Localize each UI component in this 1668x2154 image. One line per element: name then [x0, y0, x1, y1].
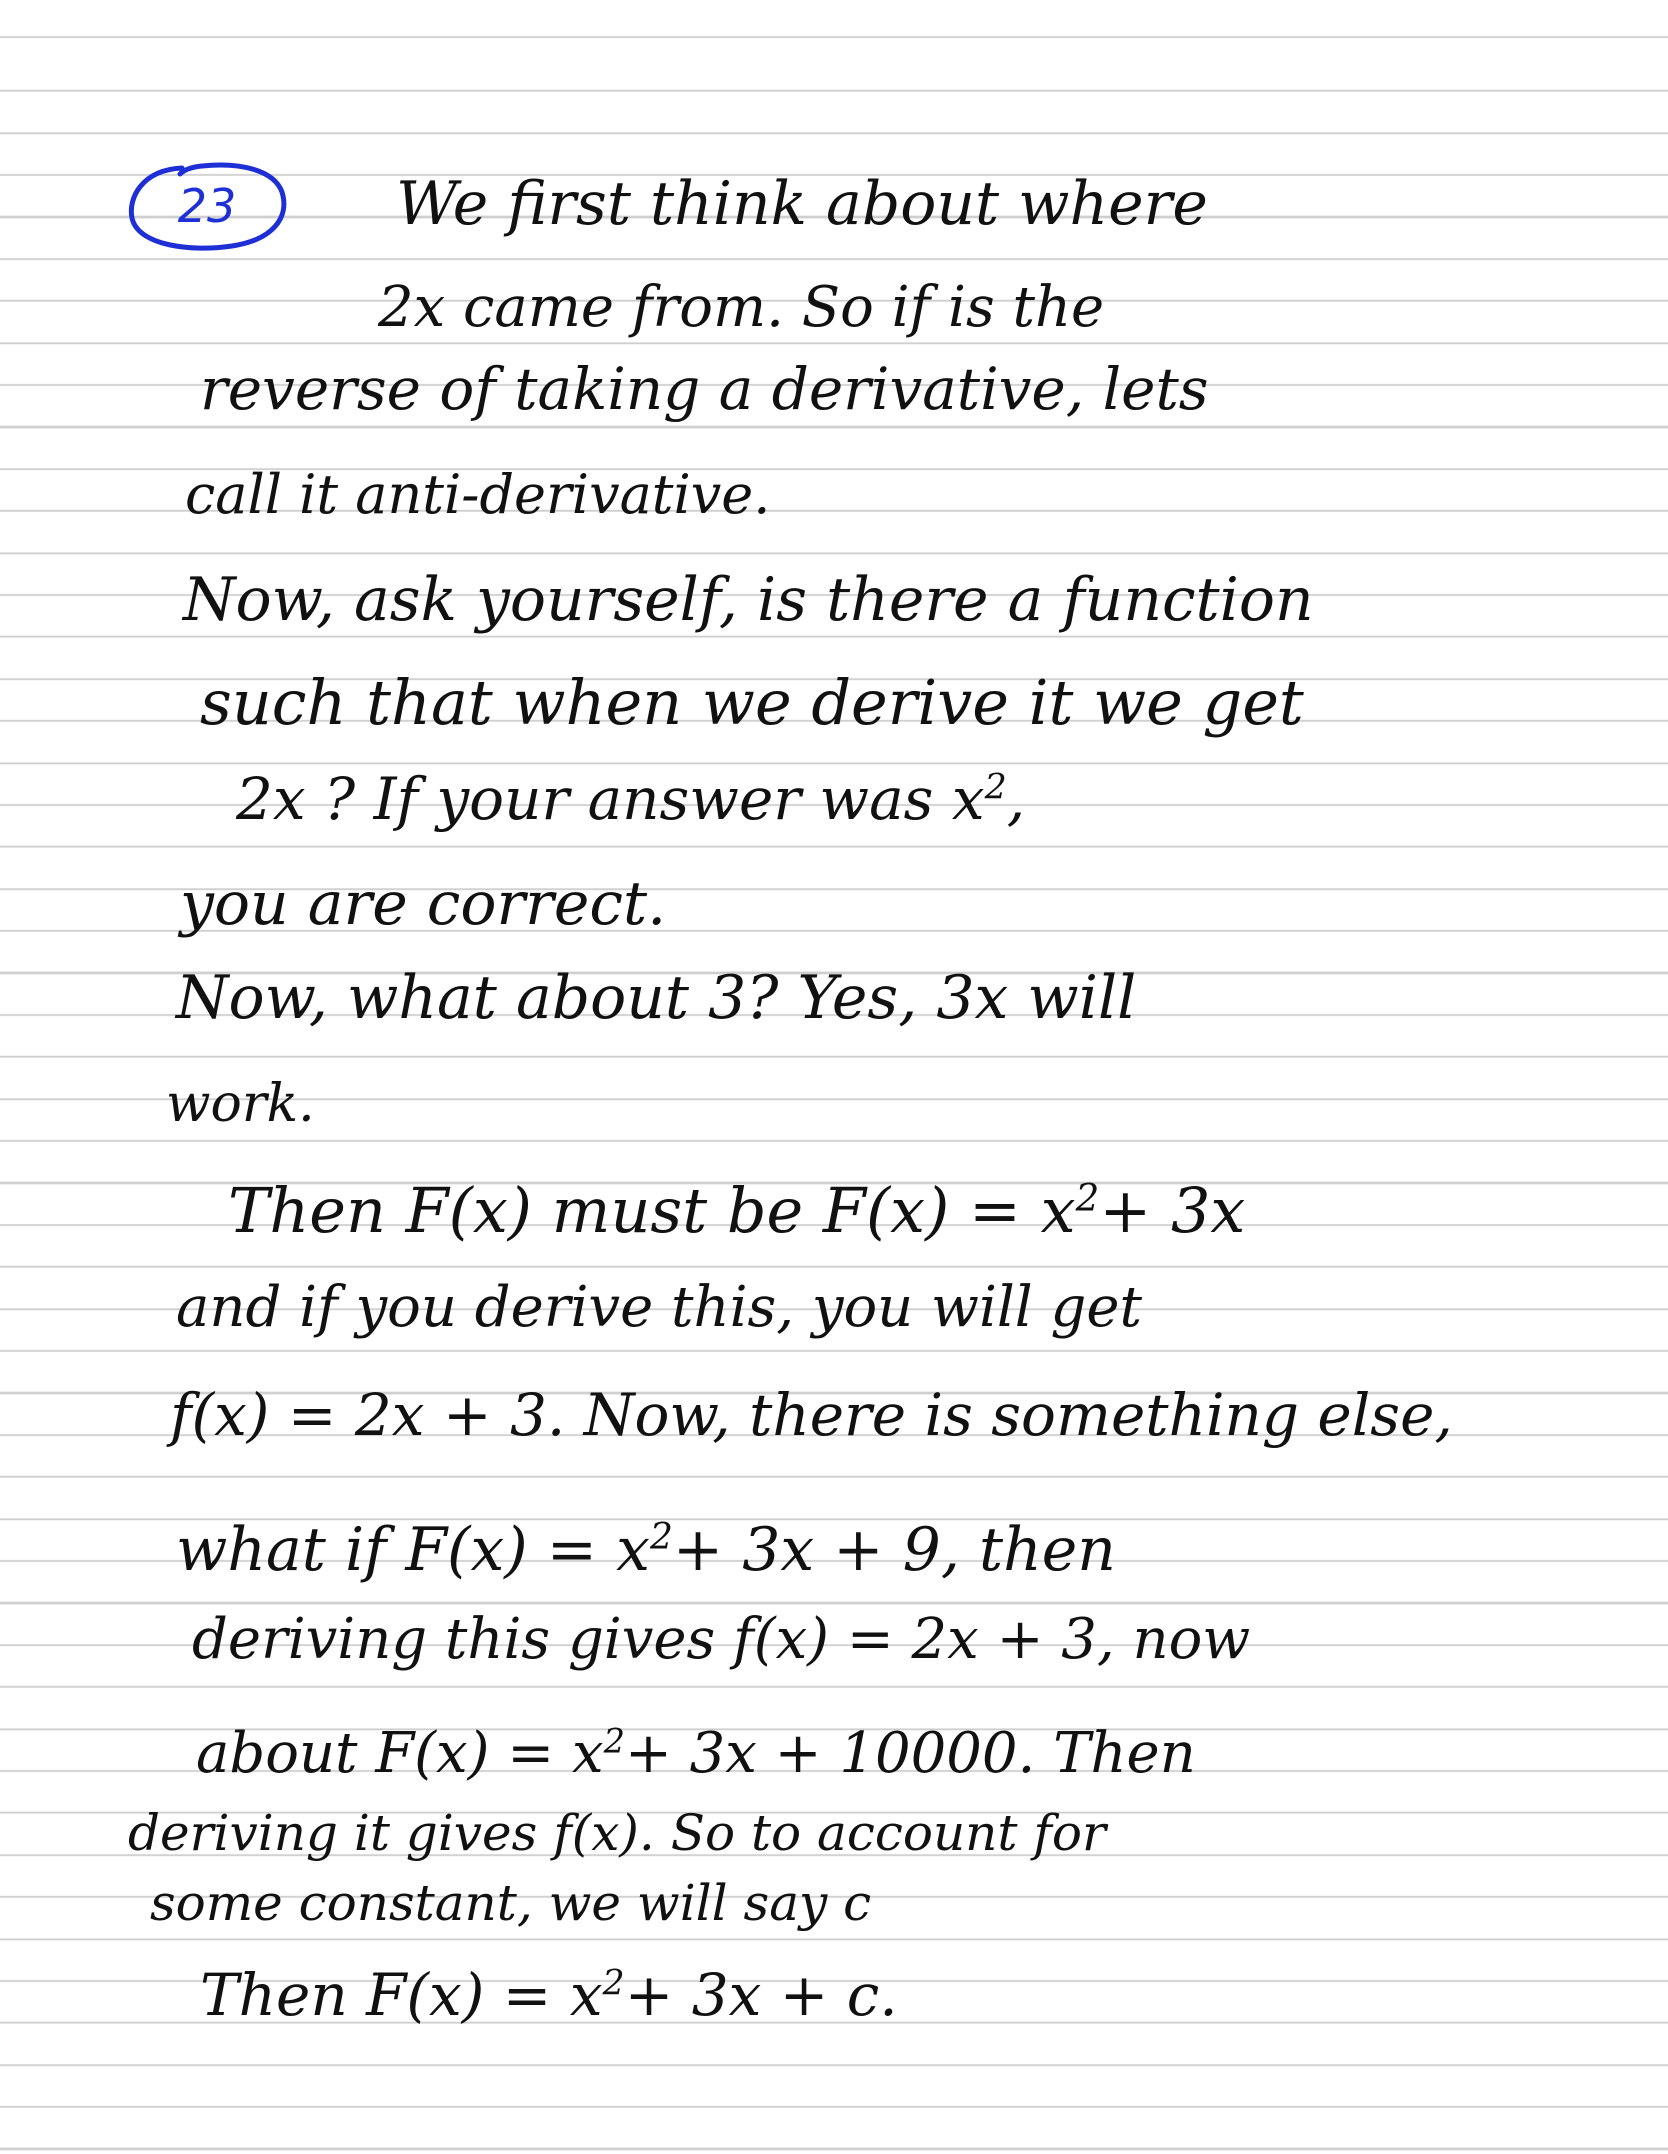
text-line-14-tail: + 3x + 9, then	[672, 1515, 1116, 1585]
problem-number: 23	[177, 179, 237, 233]
text-line-17: deriving it gives f(x). So to account for	[128, 1804, 1106, 1862]
exponent: 2	[602, 1963, 625, 2004]
exponent: 2	[649, 1517, 673, 1558]
text-line-14-main: what if F(x) = x	[176, 1515, 650, 1585]
text-line-16	[196, 1721, 1196, 1786]
text-line-4: call it anti-derivative.	[185, 463, 771, 526]
text-line-5: Now, ask yourself, is there a function	[183, 565, 1314, 635]
text-line-10: work.	[166, 1074, 315, 1134]
text-line-13: f(x) = 2x + 3. Now, there is something else,	[170, 1381, 1453, 1449]
text-line-1: We first think about where	[396, 169, 1208, 239]
text-line-6: such that when we derive it we get	[200, 666, 1304, 739]
text-line-19-main: Then F(x) = x	[200, 1961, 603, 2029]
text-line-16-tail: + 3x + 10000. Then	[624, 1721, 1196, 1786]
text-line-19	[200, 1961, 898, 2029]
text-line-19-tail: + 3x + c.	[624, 1961, 898, 2029]
text-line-18: some constant, we will say c	[150, 1874, 872, 1932]
exponent: 2	[984, 767, 1007, 808]
text-line-16-main: about F(x) = x	[196, 1721, 604, 1786]
text-line-8: you are correct.	[180, 869, 667, 939]
text-line-7-main: 2x ? If your answer was x	[236, 765, 985, 833]
exponent: 2	[603, 1721, 625, 1761]
problem-number-badge	[122, 158, 292, 254]
text-line-3: reverse of taking a derivative, lets	[200, 355, 1209, 423]
text-line-11-tail: + 3x	[1099, 1174, 1246, 1247]
text-line-12: and if you derive this, you will get	[176, 1275, 1142, 1340]
text-line-15: deriving this gives f(x) = 2x + 3, now	[192, 1607, 1251, 1672]
text-line-11-main: Then F(x) must be F(x) = x	[228, 1174, 1076, 1247]
text-line-7	[236, 765, 1026, 833]
text-line-11	[228, 1174, 1246, 1247]
text-line-2: 2x came from. So if is the	[378, 275, 1105, 340]
text-line-7-tail: ,	[1006, 765, 1026, 833]
exponent: 2	[1075, 1175, 1100, 1220]
text-line-9: Now, what about 3? Yes, 3x will	[176, 963, 1137, 1033]
text-line-14	[176, 1515, 1116, 1585]
